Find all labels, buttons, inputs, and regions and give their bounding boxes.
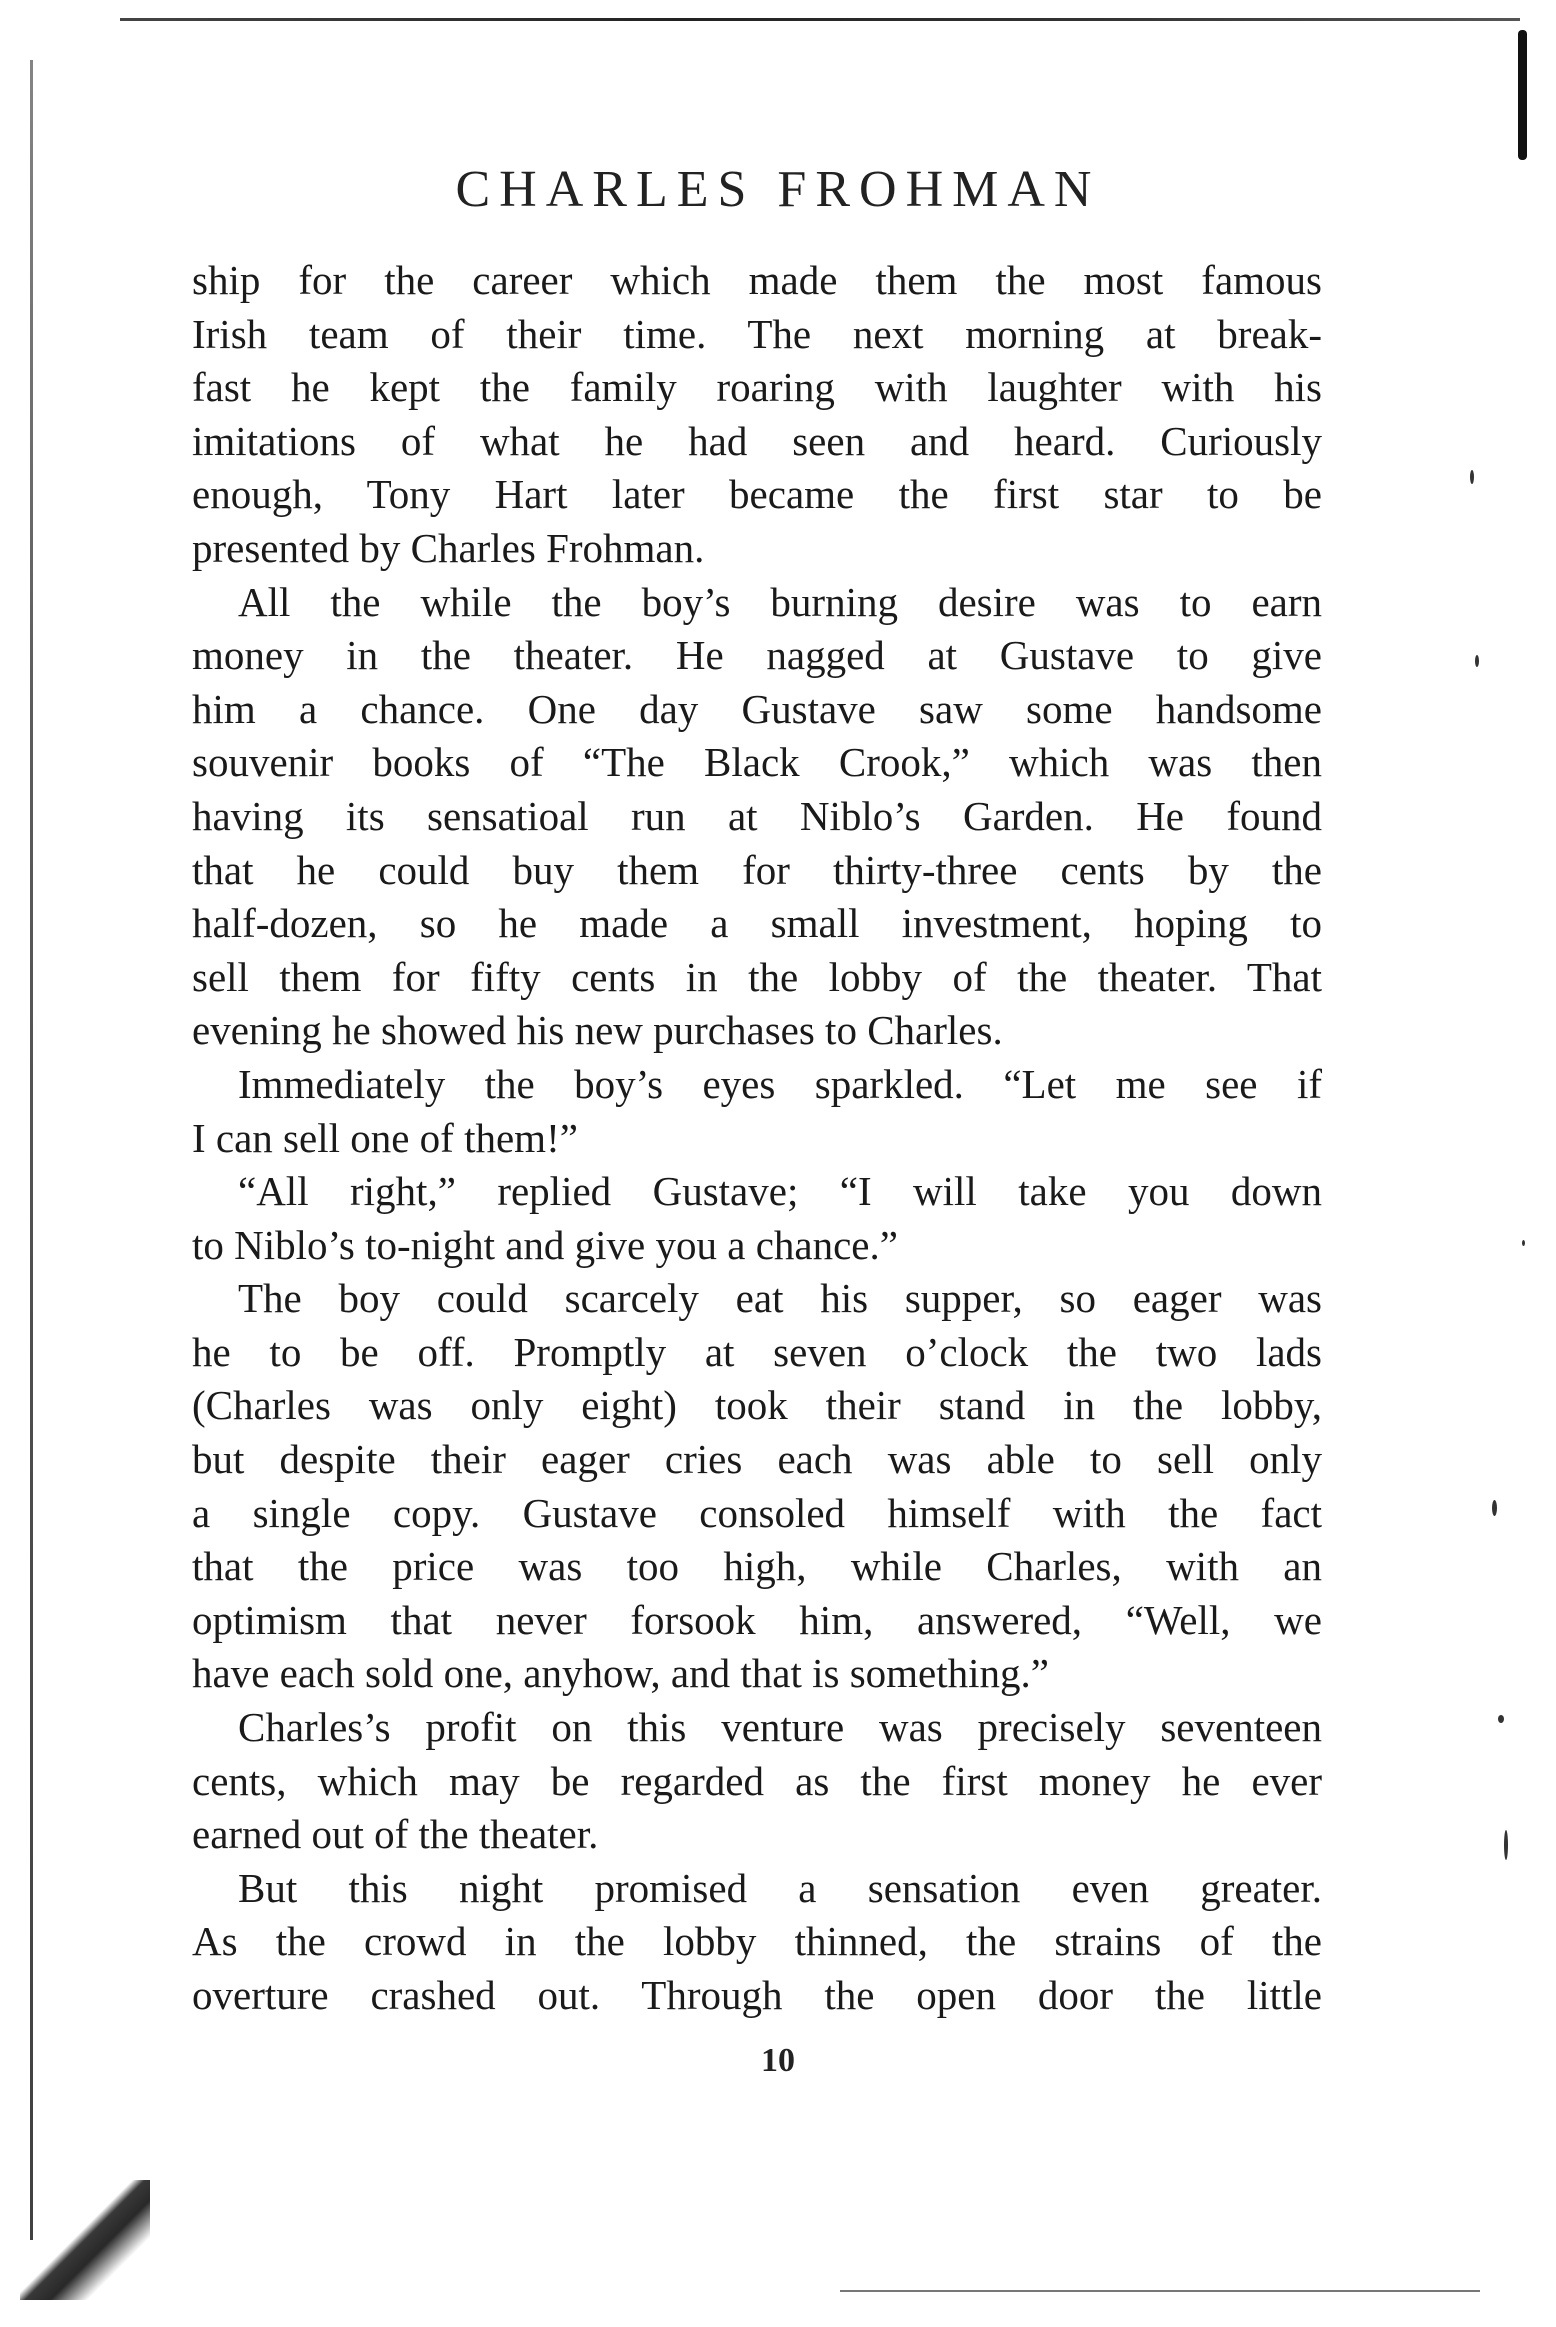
text-line: earned out of the theater. bbox=[192, 1811, 599, 1858]
bottom-page-edge bbox=[840, 2290, 1480, 2292]
bottom-left-page-curl bbox=[20, 2180, 150, 2300]
text-line: having its sensatioal run at Niblo’s Garden. He found bbox=[192, 792, 1322, 839]
text-line: sell them for fifty cents in the lobby of the theater. That bbox=[192, 953, 1322, 1000]
text-line: I can sell one of them!” bbox=[192, 1114, 578, 1161]
scan-speck bbox=[1475, 655, 1479, 667]
top-page-edge bbox=[120, 18, 1520, 21]
text-line: but despite their eager cries each was able to sell only bbox=[192, 1436, 1322, 1483]
body-text bbox=[192, 254, 1322, 2023]
text-line: overture crashed out. Through the open door the little bbox=[192, 1972, 1322, 2018]
text-line: Immediately the boy’s eyes sparkled. “Let me see if bbox=[238, 1060, 1322, 1107]
scan-speck bbox=[1492, 1500, 1497, 1516]
text-line: that the price was too high, while Charles, with an bbox=[192, 1543, 1322, 1590]
text-line: him a chance. One day Gustave saw some handsome bbox=[192, 685, 1322, 732]
text-line: All the while the boy’s burning desire was to earn bbox=[238, 578, 1322, 625]
scan-speck bbox=[1470, 470, 1474, 484]
text-line: Irish team of their time. The next morning at break- bbox=[192, 310, 1322, 357]
text-line: imitations of what he had seen and heard. Curiously bbox=[192, 417, 1322, 464]
text-line: cents, which may be regarded as the first money he ever bbox=[192, 1757, 1322, 1804]
scan-speck bbox=[1498, 1715, 1504, 1723]
text-line: But this night promised a sensation even greater. bbox=[238, 1864, 1322, 1911]
text-line: optimism that never forsook him, answered, “Well, we bbox=[192, 1596, 1322, 1643]
text-line: The boy could scarcely eat his supper, so eager was bbox=[238, 1275, 1322, 1322]
text-line: fast he kept the family roaring with laughter with his bbox=[192, 364, 1322, 411]
text-line: enough, Tony Hart later became the first star to be bbox=[192, 471, 1322, 518]
text-line: “All right,” replied Gustave; “I will take you down bbox=[238, 1168, 1322, 1215]
text-line: a single copy. Gustave consoled himself with the fact bbox=[192, 1489, 1322, 1536]
text-line: to Niblo’s to-night and give you a chance.” bbox=[192, 1221, 898, 1268]
text-line: that he could buy them for thirty-three cents by the bbox=[192, 846, 1322, 893]
text-line: (Charles was only eight) took their stand in the lobby, bbox=[192, 1382, 1322, 1429]
text-line: ship for the career which made them the most famous bbox=[192, 257, 1322, 303]
text-line: presented by Charles Frohman. bbox=[192, 524, 705, 571]
text-line: As the crowd in the lobby thinned, the strains of the bbox=[192, 1918, 1322, 1965]
right-page-edge bbox=[1518, 30, 1527, 160]
left-binding-shadow bbox=[30, 60, 33, 2240]
text-line: evening he showed his new purchases to Charles. bbox=[192, 1007, 1003, 1054]
text-line: have each sold one, anyhow, and that is something.” bbox=[192, 1650, 1049, 1697]
page-number: 10 bbox=[761, 2042, 795, 2079]
text-line: Charles’s profit on this venture was precisely seventeen bbox=[238, 1704, 1322, 1751]
text-line: money in the theater. He nagged at Gustave to give bbox=[192, 632, 1322, 679]
scan-speck bbox=[1504, 1830, 1508, 1860]
text-line: half-dozen, so he made a small investment, hoping to bbox=[192, 900, 1322, 947]
running-head: CHARLES FROHMAN bbox=[455, 161, 1101, 218]
text-line: souvenir books of “The Black Crook,” which was then bbox=[192, 739, 1322, 786]
text-line: he to be off. Promptly at seven o’clock the two lads bbox=[192, 1328, 1322, 1375]
scan-speck bbox=[1522, 1240, 1525, 1246]
